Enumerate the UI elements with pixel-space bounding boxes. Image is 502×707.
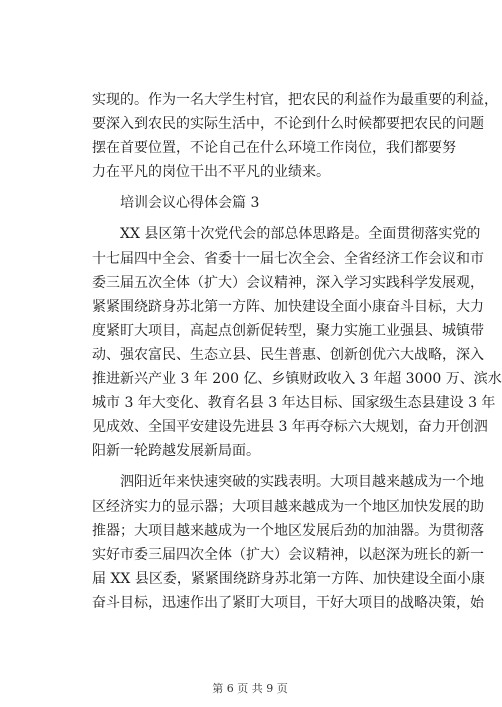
text-line: 阳新一轮跨越发展新局面。 xyxy=(92,443,260,460)
text-line: 动、强农富民、生态立县、民生普惠、创新创优六大战略，深入 xyxy=(92,346,484,363)
paragraph-gap xyxy=(92,184,418,191)
paragraph-3 xyxy=(92,222,502,463)
paragraph-4 xyxy=(92,470,485,615)
body-text xyxy=(92,88,502,615)
text-line: 实好市委三届四次全体（扩大）会议精神，以赵深为班长的新一 xyxy=(92,546,484,563)
paragraph-gap xyxy=(92,215,418,222)
section-heading xyxy=(92,191,418,215)
text-line: 区经济实力的显示器；大项目越来越成为一个地区加快发展的助 xyxy=(92,498,484,515)
text-line: 城市 3 年大变化、教育名县 3 年达目标、国家级生态县建设 3 年 xyxy=(92,395,496,412)
text-line: 度紧盯大项目，高起点创新促转型，聚力实施工业强县、城镇带 xyxy=(92,322,484,339)
heading-line: 培训会议心得体会篇 3 xyxy=(92,195,260,212)
text-line: 推器；大项目越来越成为一个地区发展后劲的加油器。为贯彻落 xyxy=(92,522,484,539)
text-line: 十七届四中全会、省委十一届七次全会、全省经济工作会议和市 xyxy=(92,250,484,267)
text-line: 奋斗目标，迅速作出了紧盯大项目，干好大项目的战略决策，始 xyxy=(92,594,484,611)
text-line: 实现的。作为一名大学生村官，把农民的利益作为最重要的利益， xyxy=(92,92,498,108)
text-line: 委三届五次全体（扩大）会议精神，深入学习实践科学发展观， xyxy=(92,274,484,291)
page-footer: 第 6 页 共 9 页 xyxy=(212,682,288,695)
text-line: 届 XX 县区委，紧紧围绕跻身苏北第一方阵、加快建设全面小康 xyxy=(92,570,485,587)
text-line: 要深入到农民的实际生活中，不论到什么时候都要把农民的问题 xyxy=(92,116,484,133)
text-line: 见成效、全国平安建设先进县 3 年再夺标六大规划，奋力开创泗 xyxy=(92,419,488,436)
text-line: XX 县区第十次党代会的部总体思路是。全面贯彻落实党的 xyxy=(92,226,481,243)
paragraph-1 xyxy=(92,88,498,184)
paragraph-gap xyxy=(92,463,418,470)
text-line: 推进新兴产业 3 年 200 亿、乡镇财政收入 3 年超 3000 万、滨水 xyxy=(92,371,502,388)
text-line: 摆在首要位置，不论自己在什么环境工作岗位，我们都要努 xyxy=(92,140,456,157)
text-line: 力在平凡的岗位干出不平凡的业绩来。 xyxy=(92,164,330,181)
text-line: 紧紧围绕跻身苏北第一方阵、加快建设全面小康奋斗目标，大力 xyxy=(92,298,484,315)
text-line: 泗阳近年来快速突破的实践表明。大项目越来越成为一个地 xyxy=(92,474,484,491)
